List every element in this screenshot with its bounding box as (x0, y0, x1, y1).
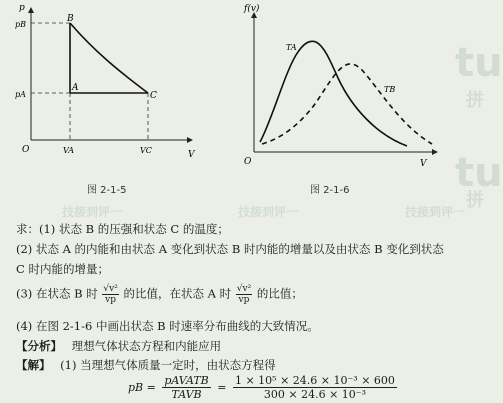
fraction-denominator: TAVB (171, 388, 202, 401)
watermark: 拼 (466, 190, 484, 211)
fraction-numerator: pAVATB (164, 374, 209, 387)
curve-TB (262, 64, 432, 144)
analysis-line (16, 338, 221, 354)
speed-ratio-fraction (102, 284, 118, 305)
solution-tag: 【解】 (16, 358, 51, 372)
point-C-label: C (150, 91, 157, 101)
fraction-numerator: √v² (103, 284, 118, 294)
watermark: tu (455, 40, 503, 86)
q3-middle: 的比值，在状态 A 时 (123, 286, 232, 301)
question-2: (2) 状态 A 的内能和由状态 A 变化到状态 B 时内能的增量以及由状态 B 变化到状态 (16, 242, 444, 256)
question-4: (4) 在图 2-1-6 中画出状态 B 时速率分布曲线的大致情况。 (16, 319, 319, 333)
y-axis-label: p (19, 3, 25, 13)
VC-label: VC (140, 146, 152, 155)
analysis-tag: 【分析】 (16, 339, 62, 353)
equation-fraction-numeric (233, 374, 397, 401)
curve-TA-label: TA (286, 43, 297, 52)
y-axis-label: f(v) (244, 4, 260, 14)
fraction-numerator: √v² (236, 284, 252, 294)
figure-pv-diagram (0, 0, 210, 180)
figure-caption: 图 2-1-5 (87, 185, 127, 196)
equals-sign: = (217, 381, 227, 394)
fraction-denominator: vp (238, 295, 250, 305)
solution-text: (1) 当理想气体质量一定时，由状态方程得 (60, 358, 276, 372)
watermark: 技接到评一 (238, 205, 299, 219)
watermark: 技接到评一 (62, 205, 123, 219)
process-BC (70, 23, 148, 93)
watermark: 技接到评一 (405, 205, 466, 219)
pA-label: pA (15, 90, 26, 99)
point-B-label: B (67, 14, 74, 24)
watermark: tu (455, 150, 503, 196)
fraction-denominator: vp (105, 295, 117, 305)
fraction-numerator: 1 × 10⁵ × 24.6 × 10⁻³ × 600 (234, 374, 395, 387)
state-equation (128, 374, 400, 401)
pB-label: pB (15, 20, 26, 29)
figure-caption: 图 2-1-6 (310, 185, 350, 196)
equation-fraction-symbolic (162, 374, 210, 401)
x-axis-label: V (188, 150, 195, 160)
question-3 (16, 284, 303, 305)
figure-speed-distribution (232, 0, 452, 180)
question-2-cont: C 时内能的增量； (16, 262, 109, 276)
analysis-text: 理想气体状态方程和内能应用 (71, 339, 222, 353)
equation-lhs: pB = (128, 381, 156, 394)
q3-suffix: 的比值； (256, 286, 303, 301)
fraction-denominator: 300 × 24.6 × 10⁻³ (263, 388, 366, 401)
VA-label: VA (63, 146, 75, 155)
point-A-label: A (72, 83, 79, 93)
origin-label: O (244, 157, 252, 167)
origin-label: O (22, 145, 30, 155)
solution-line (16, 357, 276, 373)
q3-prefix: (3) 在状态 B 时 (16, 286, 98, 301)
watermark: 拼 (466, 90, 484, 111)
speed-ratio-fraction (236, 284, 252, 305)
question-1: 求：(1) 状态 B 的压强和状态 C 的温度； (16, 222, 229, 236)
curve-TB-label: TB (384, 85, 396, 94)
x-axis-label: V (420, 159, 427, 169)
